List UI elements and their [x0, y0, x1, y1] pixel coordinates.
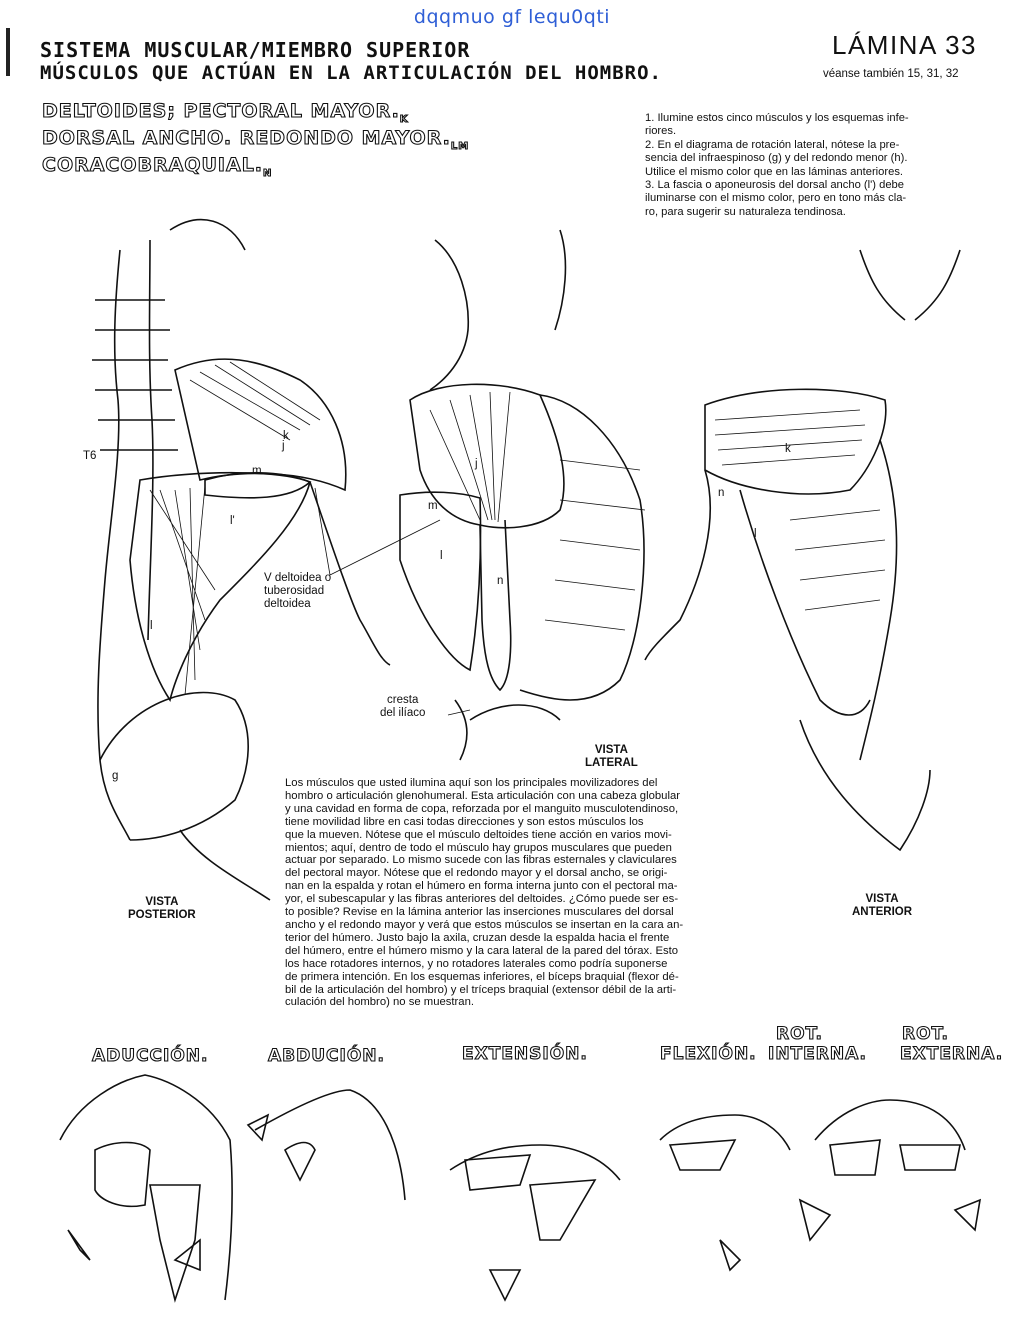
movement-label-aduccion: ADUCCIÓN. — [92, 1046, 209, 1066]
label-vista-posterior-line: POSTERIOR — [128, 909, 196, 921]
anterior-fibers — [715, 410, 885, 610]
paragraph-line: Los músculos que usted ilumina aquí son los principales movilizadores del — [285, 777, 658, 789]
paragraph-line: del húmero, entre el húmero mismo y la cara lateral de la pared del tórax. Esto — [285, 944, 679, 957]
instruction-line: iluminarse con el mismo color, pero en tono más cla- — [645, 192, 907, 205]
label-vista-posterior-line: VISTA — [145, 896, 179, 908]
label-cresta-line: cresta — [387, 694, 419, 706]
label-vista-anterior-line: VISTA — [865, 893, 899, 905]
instruction-line: Utilice el mismo color que en las láminas anteriores. — [645, 165, 904, 178]
see-also: véanse también 15, 31, 32 — [823, 68, 959, 80]
instruction-line: 3. La fascia o aponeurosis del dorsal ancho (l') debe — [645, 179, 904, 192]
label-t6: T6 — [83, 450, 97, 462]
paragraph-line: mientos; aquí, dentro de todo el músculo hay grupos musculares que pueden — [285, 841, 672, 854]
instruction-line: 2. En el diagrama de rotación lateral, nótese la pre- — [645, 138, 900, 151]
watermark-text: dqqmuo gf lequ0qti — [413, 6, 611, 28]
label-letter-m-posterior: m — [252, 465, 262, 477]
label-vista-lateral-line: LATERAL — [585, 757, 638, 769]
label-cresta-line: del ilíaco — [380, 707, 426, 719]
paragraph-line: culación del hombro) no se muestran. — [285, 996, 475, 1009]
muscle-letter-n: N — [263, 167, 273, 179]
label-letter-m-lateral: m — [428, 500, 438, 512]
movement-label-rot-externa: EXTERNA. — [900, 1044, 1004, 1064]
label-letter-j-posterior: j — [282, 440, 285, 452]
movement-label-flexion: FLEXIÓN. — [660, 1044, 757, 1064]
muscles-deltoides-pectoral: DELTOIDES; PECTORAL MAYOR. — [42, 100, 400, 122]
instruction-line: 1. Ilumine estos cinco músculos y los esquemas infe- — [645, 112, 909, 124]
body-paragraph — [285, 777, 763, 1009]
label-letter-n-anterior: n — [718, 487, 725, 499]
paragraph-line: terior del húmero. Justo bajo la axila, cruzan desde la espalda hacia el frente — [285, 931, 670, 944]
paragraph-line: de primera intención. En los esquemas inferiores, el bíceps braquial (flexor dé- — [285, 970, 679, 983]
page-subtitle: MÚSCULOS QUE ACTÚAN EN LA ARTICULACIÓN DEL HOMBRO. — [40, 62, 662, 84]
paragraph-line: tiene movilidad libre en casi todas direcciones y son estos músculos los — [285, 815, 644, 828]
muscles-dorsal-redondo: DORSAL ANCHO. REDONDO MAYOR. — [42, 127, 451, 149]
anterior-view-drawing — [645, 250, 960, 850]
label-v-deltoidea-line: deltoidea — [264, 598, 311, 610]
paragraph-line: del pectoral mayor. Nótese que el redondo mayor y el dorsal ancho, se origi- — [285, 867, 668, 880]
plate-number: LÁMINA 33 — [832, 30, 978, 60]
paragraph-line: actuar por separado. Lo mismo sucede con las fibras esternales y claviculares — [285, 854, 677, 867]
instruction-line: ro, para sugerir su naturaleza tendinosa. — [645, 205, 846, 218]
muscle-letter-m: M — [458, 140, 470, 152]
label-v-deltoidea-line: V deltoidea o — [264, 572, 332, 584]
paragraph-line: y una cavidad en forma de copa, reforzada por el manguito musculotendinoso, — [285, 802, 679, 815]
paragraph-line: yor, el subescapular y las fibras anteriores del deltoides. ¿Cómo puede ser es- — [285, 893, 679, 906]
label-vista-lateral-line: VISTA — [594, 744, 628, 756]
label-vista-lateral — [585, 744, 638, 770]
movement-diagrams — [60, 1075, 980, 1300]
movement-label-rot-2: ROT. — [902, 1024, 950, 1044]
label-v-deltoidea-line: tuberosidad — [264, 585, 325, 597]
paragraph-line: to posible? Revise en la lámina anterior las inserciones musculares del dorsal — [285, 906, 674, 919]
label-vista-anterior-line: ANTERIOR — [852, 906, 913, 918]
label-v-deltoidea — [264, 572, 331, 611]
movement-label-rot-interna: INTERNA. — [768, 1044, 868, 1064]
movement-label-extension: EXTENSIÓN. — [462, 1044, 588, 1064]
label-letter-l-prime-posterior: l' — [230, 515, 235, 527]
instruction-line: riores. — [645, 125, 677, 138]
paragraph-line: los hace rotadores internos, y no rotadores laterales como podría suponerse — [285, 957, 668, 970]
paragraph-line: ancho y el redondo mayor y verá que estos músculos se insertan en la cara an- — [285, 918, 684, 931]
label-vista-posterior — [128, 896, 196, 922]
label-vista-anterior — [852, 893, 912, 919]
label-letter-k-anterior: k — [785, 443, 791, 455]
posterior-fibers — [150, 362, 320, 695]
muscles-coracobraquial: CORACOBRAQUIAL. — [42, 154, 264, 176]
v-deltoidea-pointer — [315, 488, 470, 715]
movement-label-abduccion: ABDUCIÓN. — [268, 1046, 385, 1066]
label-letter-l-posterior: l — [150, 620, 153, 632]
paragraph-line: nan en la espalda y rotan el húmero en forma interna junto con el pectoral ma- — [285, 880, 678, 893]
label-cresta-iliaco — [380, 694, 425, 720]
muscle-letter-l: L — [450, 140, 459, 152]
label-letter-l-lateral: l — [440, 550, 443, 562]
page-title: SISTEMA MUSCULAR/MIEMBRO SUPERIOR — [40, 38, 471, 62]
instruction-line: sencia del infraespinoso (g) y del redondo menor (h). — [645, 152, 908, 165]
lateral-fibers — [430, 392, 645, 630]
paragraph-line: hombro o articulación glenohumeral. Esta articulación con una cabeza globular — [285, 789, 680, 802]
paragraph-line: bil de la articulación del hombro) y el tríceps braquial (extensor débil de la arti- — [285, 983, 677, 996]
label-letter-j-lateral: j — [475, 458, 478, 470]
label-letter-g-posterior: g — [112, 770, 119, 782]
label-letter-l-anterior: l — [754, 528, 757, 540]
label-letter-k-posterior: k — [283, 430, 289, 442]
lateral-view-drawing — [400, 230, 644, 760]
muscle-letter-k: K — [399, 113, 409, 125]
label-letter-n-lateral: n — [497, 575, 504, 587]
movement-label-rot-1: ROT. — [776, 1024, 824, 1044]
paragraph-line: que la mueven. Nótese que el músculo deltoides tiene acción en varios movi- — [285, 828, 672, 841]
